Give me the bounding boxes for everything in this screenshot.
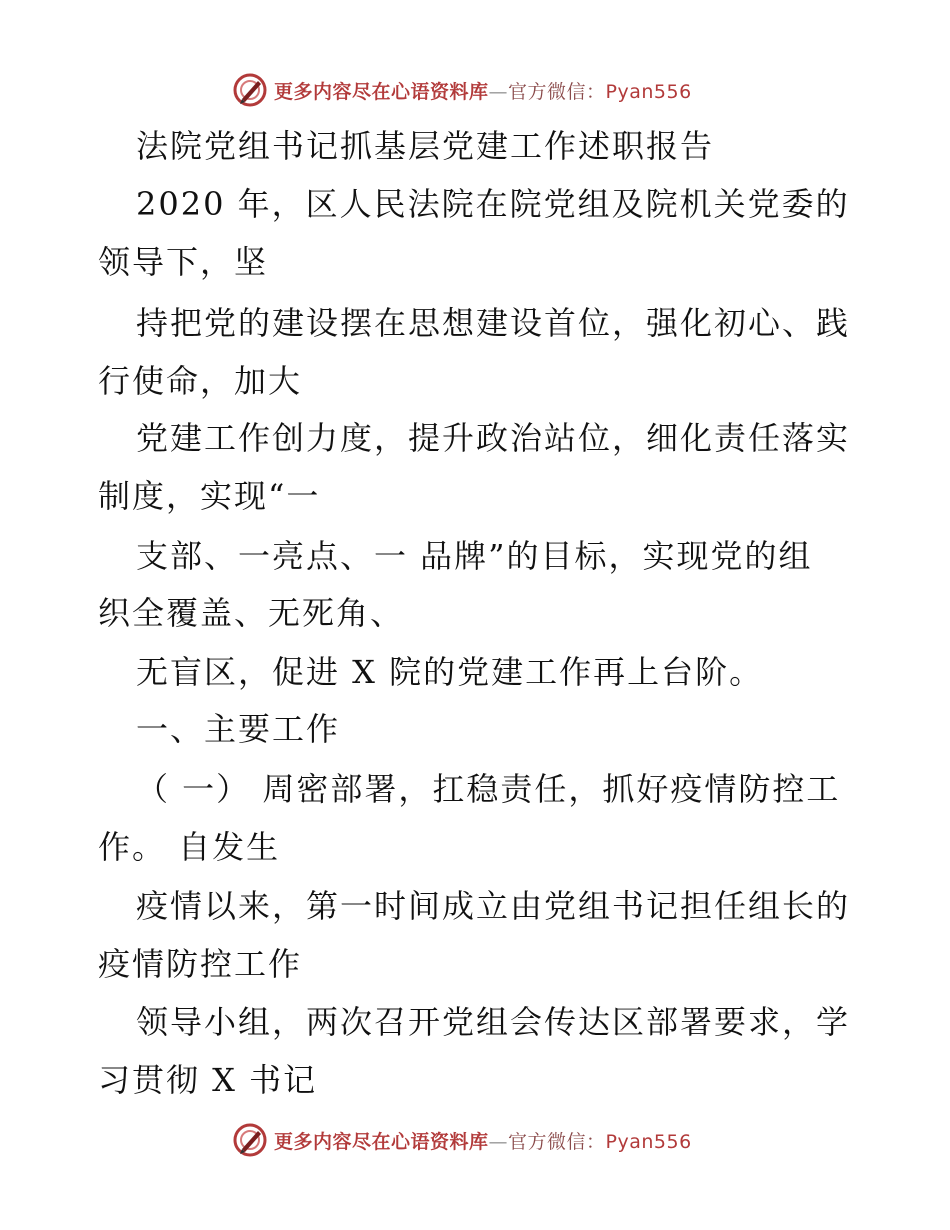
paragraph-line: 习贯彻 X 书记 [98, 1061, 318, 1099]
paragraph-line: 疫情以来，第一时间成立由党组书记担任组长的 [136, 887, 851, 925]
watermark-text: 更多内容尽在心语资料库—官方微信：Pyan556 [274, 80, 692, 103]
paragraph-line: 无盲区，促进 X 院的党建工作再上台阶。 [136, 653, 764, 691]
paragraph-line: 持把党的建设摆在思想建设首位，强化初心、践 [136, 304, 851, 342]
paragraph-line: 行使命，加大 [98, 362, 303, 400]
paragraph-line: 领导小组，两次召开党组会传达区部署要求，学 [136, 1003, 851, 1041]
watermark-banner-bottom [232, 1120, 692, 1160]
paragraph-line: 2020 年，区人民法院在院党组及院机关党委的 [136, 185, 850, 223]
watermark-text: 更多内容尽在心语资料库—官方微信：Pyan556 [274, 1130, 692, 1153]
document-title: 法院党组书记抓基层党建工作述职报告 [136, 127, 715, 165]
pen-logo-icon [232, 1122, 268, 1158]
paragraph-line: 党建工作创力度，提升政治站位，细化责任落实 [136, 419, 851, 457]
paragraph-line: 支部、一亮点、一 品牌”的目标，实现党的组 [136, 537, 813, 575]
paragraph-line: （ 一） 周密部署，扛稳责任，抓好疫情防控工 [136, 770, 841, 808]
paragraph-line: 制度，实现“一 [98, 477, 321, 515]
paragraph-line: 织全覆盖、无死角、 [98, 594, 405, 632]
paragraph-line: 领导下，坚 [98, 243, 269, 281]
paragraph-line: 作。 自发生 [98, 828, 281, 866]
watermark-banner-top [232, 70, 692, 110]
pen-logo-icon [232, 72, 268, 108]
paragraph-line: 疫情防控工作 [98, 945, 303, 983]
section-heading: 一、主要工作 [136, 710, 341, 748]
